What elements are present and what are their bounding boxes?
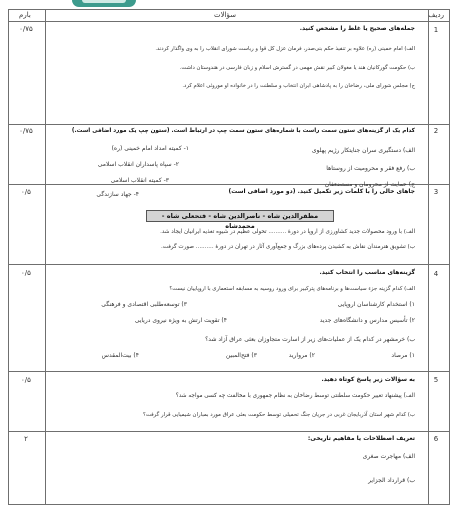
question-title: تعریف اصطلاحات یا مفاهیم تاریخی: (307, 435, 415, 442)
question-number: 2 (433, 127, 439, 135)
question-line: الف) کدام گزینه جزء سیاست‌ها و برنامه‌های پترکبیر برای ورود روسیه به مسابقه استعماری با اروپاییان نیست؟ (169, 286, 415, 292)
option-item: ۳) توسعه‌طلبی اقتصادی و فرهنگی (101, 301, 187, 308)
match-left-item: ۴- جهاد سازندگی (96, 191, 139, 198)
row-divider (9, 21, 449, 22)
question-line: ب) حکومت گورکانیان هند یا مغولان کبیر نقش مهمی در گسترش اسلام و زبان فارسی در هندوستان داشت. (179, 65, 415, 71)
question-title: جمله‌های صحیح یا غلط را مشخص کنید. (299, 25, 415, 32)
question-title: کدام یک از گزینه‌های ستون سمت راست با شماره‌های ستون سمت چپ در ارتباط است. (ستون چپ یک مورد اضافی است.) (71, 128, 415, 134)
option-item: ۴) بیت‌المقدس (101, 352, 139, 359)
option-item: ۲) مروارید (288, 352, 315, 359)
question-line: ب) کدام شهر استان آذربایجان غربی در جریان جنگ تحمیلی توسط حکومت بعثی عراق مورد بمباران شیمیایی قرار گرفت؟ (142, 412, 415, 418)
question-line: الف) امام خمینی (ره) علاوه بر تنفیذ حکم بنی‌صدر، فرمان عزل کل قوا و ریاست شورای انقلاب را به وی واگذار کردند. (155, 46, 415, 52)
question-line: الف) پیشنهاد تغییر حکومت سلطنتی توسط رضاخان به نظام جمهوری با مخالفت چه کسی مواجه شد؟ (175, 393, 415, 399)
match-right-item: الف) دستگیری سران جنایتکار رژیم پهلوی (311, 147, 415, 154)
question-score: ۰/۵ (21, 269, 31, 277)
question-score: ۰/۷۵ (19, 25, 33, 33)
col-divider-score (45, 10, 46, 504)
header-questions-label: سؤالات (214, 11, 237, 19)
question-number: 6 (433, 435, 439, 443)
row-divider (9, 371, 449, 372)
col-divider-row (428, 10, 429, 504)
question-number: 3 (433, 188, 439, 196)
match-left-item: ۱- کمیته امداد امام خمینی (ره) (111, 145, 189, 152)
option-item: ۱) مرصاد (391, 352, 415, 359)
question-number: 1 (433, 26, 439, 34)
question-score: ۲ (24, 435, 28, 443)
header-score-label: بارم (19, 11, 31, 19)
option-item: ۳) فتح‌المبین (225, 352, 257, 359)
row-divider (9, 431, 449, 432)
match-left-item: ۲- سپاه پاسداران انقلاب اسلامی (97, 161, 179, 168)
question-score: ۰/۷۵ (19, 127, 33, 135)
question-title: جاهای خالی را با کلمات زیر تکمیل کنید. (دو مورد اضافی است) (228, 188, 415, 195)
question-line: ب) قرارداد الجزایر (368, 477, 415, 484)
question-line: الف) با ورود محصولات جدید کشاورزی از اروپا در دورهٔ .......... تحولی عظیم در شیوه تغذیه ایرانیان ایجاد شد. (160, 229, 415, 235)
word-bank-box: مظفرالدین شاه - ناصرالدین شاه - فتحعلی شاه - محمدشاه (146, 210, 334, 222)
match-right-item: ج) حمایت از محرومان و مستضعفان (324, 181, 415, 188)
question-line: الف) مهاجرت صغری (362, 453, 415, 460)
header-tab-decoration (72, 0, 136, 7)
row-divider (9, 124, 449, 125)
question-number: 4 (433, 270, 439, 278)
question-score: ۰/۵ (21, 188, 31, 196)
row-divider (9, 264, 449, 265)
option-item: ۲) تأسیس مدارس و دانشگاه‌های جدید (319, 317, 415, 324)
question-score: ۰/۵ (21, 376, 31, 384)
question-line: ج) مجلس شورای ملی، رضاخان را به پادشاهی ایران انتخاب و سلطنت را در خانواده او موروثی اعلام کرد. (182, 83, 415, 89)
question-number: 5 (433, 376, 439, 384)
option-item: ۱) استخدام کارشناسان اروپایی (337, 301, 415, 308)
match-right-item: ب) رفع فقر و محرومیت از روستاها (326, 165, 415, 172)
question-title: به سؤالات زیر پاسخ کوتاه دهید. (321, 376, 415, 383)
question-line: ب) خرمشهر در کدام یک از عملیات‌های زیر از اسارت متجاوزان بعثی عراق آزاد شد؟ (205, 336, 415, 343)
question-title: گزینه‌های مناسب را انتخاب کنید. (319, 269, 415, 276)
option-item: ۴) تقویت ارتش به ویژه نیروی دریایی (134, 317, 227, 324)
question-line: ب) تشویق هنرمندان نقاش به کشیدن پرده‌های بزرگ و جمع‌آوری آثار در تهران در دورهٔ .......... صورت گرفت. (160, 244, 415, 250)
match-left-item: ۳- کمیته انقلاب اسلامی (110, 177, 169, 184)
header-row-label: ردیف (428, 11, 444, 19)
